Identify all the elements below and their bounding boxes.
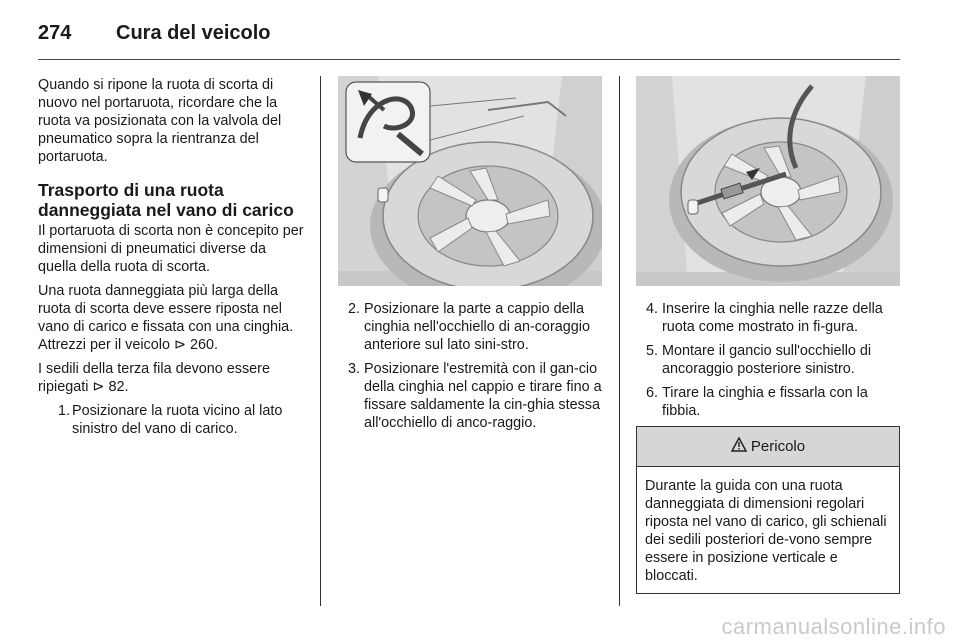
paragraph-third-row-text: I sedili della terza fila devono essere ripiegati xyxy=(38,361,270,395)
column-divider-1 xyxy=(320,76,321,606)
danger-header xyxy=(637,427,899,467)
step-text: Montare il gancio sull'occhiello di ancoraggio posteriore sinistro. xyxy=(662,343,872,377)
step-number: 5. xyxy=(645,343,658,359)
column-right xyxy=(636,76,900,594)
page-reference-arrow-icon: ⊳ xyxy=(173,337,187,353)
step-number: 6. xyxy=(645,385,658,401)
step-number: 1. xyxy=(57,403,70,419)
steps-list-middle xyxy=(338,300,602,432)
danger-text: Durante la guida con una ruota danneggiata di dimensioni regolari riposta nel vano di carico, gli schienali dei sedili posteriori de-vono sempre essere in posizione verticale e bloccati. xyxy=(645,478,887,584)
paragraph-spare-holder: Il portaruota di scorta non è concepito per dimensioni di pneumatici diverse da quella della ruota di scorta. xyxy=(38,223,304,275)
page-reference-82[interactable]: 82. xyxy=(104,379,129,395)
step-text: Inserire la cinghia nelle razze della ruota come mostrato in fi-gura. xyxy=(662,301,883,335)
wheel-illustration-2 xyxy=(636,76,900,286)
step-number: 3. xyxy=(347,361,360,377)
paragraph-damaged-wheel-text: Una ruota danneggiata più larga della ruota di scorta deve essere riposta nel vano di carico e fissata con una cinghia. Attrezzi per il veicolo xyxy=(38,283,294,353)
watermark: carmanualsonline.info xyxy=(721,614,946,639)
danger-title: Pericolo xyxy=(750,438,806,455)
section-heading: Trasporto di una ruota danneggiata nel vano di carico xyxy=(38,180,294,220)
list-item xyxy=(338,300,602,354)
page-header xyxy=(38,18,900,60)
figure-strap-through-spokes xyxy=(636,76,900,286)
column-middle xyxy=(338,76,602,438)
danger-box xyxy=(636,426,900,594)
list-item xyxy=(338,360,602,432)
intro-paragraph: Quando si ripone la ruota di scorta di nuovo nel portaruota, ricordare che la ruota va posizionata con la valvola del pneumatico sopra la rientranza del portaruota. xyxy=(38,77,282,165)
list-item xyxy=(48,402,304,438)
step-text: Posizionare la ruota vicino al lato sinistro del vano di carico. xyxy=(72,403,283,437)
step-text: Tirare la cinghia e fissarla con la fibbia. xyxy=(662,385,868,419)
step-number: 4. xyxy=(645,301,658,317)
steps-list-left xyxy=(38,402,304,438)
column-left xyxy=(38,76,304,444)
column-divider-2 xyxy=(619,76,620,606)
paragraph-third-row xyxy=(38,360,304,396)
page-reference-arrow-icon: ⊳ xyxy=(92,379,105,395)
page-title: Cura del veicolo xyxy=(116,22,271,44)
list-item xyxy=(636,300,900,336)
list-item xyxy=(636,342,900,378)
warning-triangle-icon xyxy=(731,437,747,456)
step-number: 2. xyxy=(347,301,360,317)
step-text: Posizionare l'estremità con il gan-cio della cinghia nel cappio e tirare fino a fissare saldamente la cin-ghia stessa all'occhiello di anco-raggio. xyxy=(364,361,602,431)
step-text: Posizionare la parte a cappio della cinghia nell'occhiello di an-coraggio anteriore sul lato sini-stro. xyxy=(364,301,590,353)
wheel-illustration-1 xyxy=(338,76,602,286)
steps-list-right xyxy=(636,300,900,420)
list-item xyxy=(636,384,900,420)
page-number: 274 xyxy=(38,22,72,44)
page-reference-260[interactable]: 260. xyxy=(186,337,219,353)
figure-strap-front-anchor xyxy=(338,76,602,286)
paragraph-damaged-wheel xyxy=(38,282,304,354)
